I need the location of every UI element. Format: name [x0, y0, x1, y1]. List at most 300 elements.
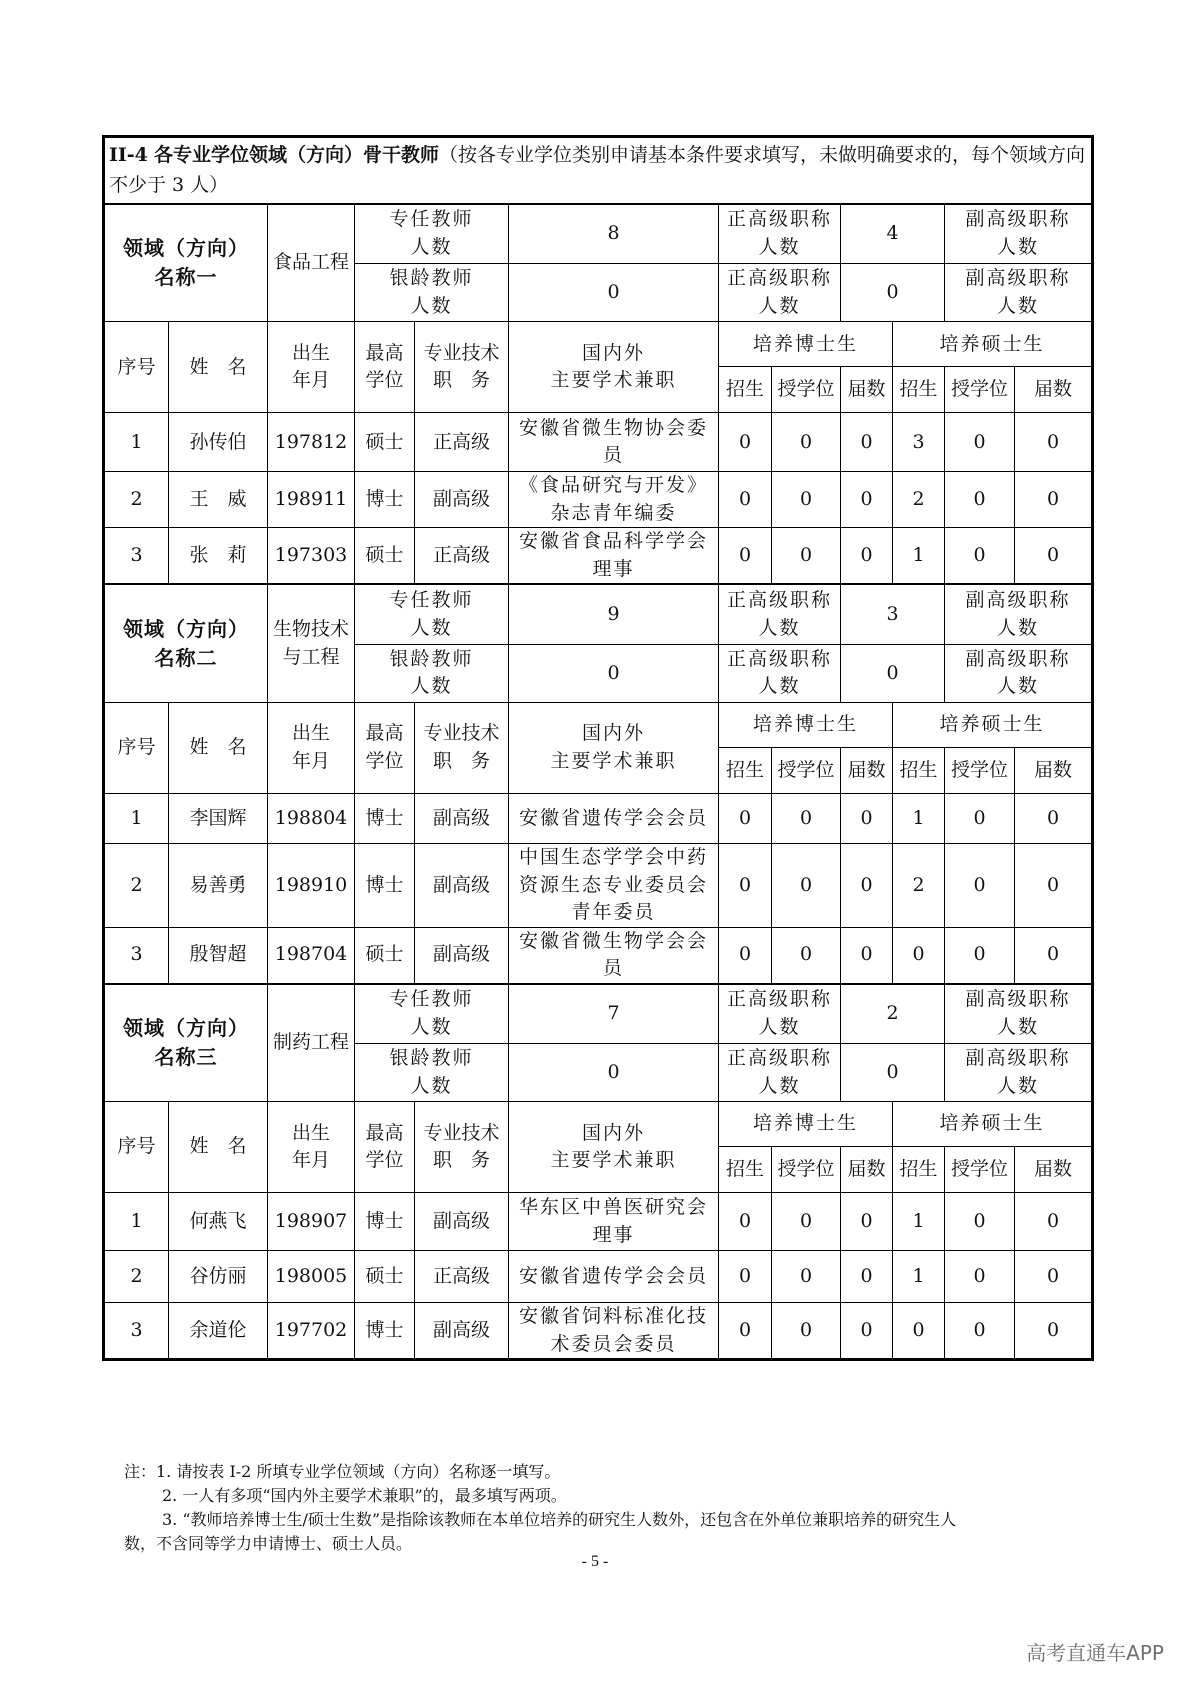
- full-time-teachers-label: [355, 984, 509, 1044]
- cell-m3: [1015, 927, 1092, 984]
- cell-d2: [772, 1193, 841, 1251]
- table-title-row: [105, 138, 1092, 204]
- senior-teachers-label: [355, 1044, 509, 1102]
- cell-m3-text: 0: [1047, 544, 1060, 567]
- header-birth-text: 出生: [291, 341, 330, 364]
- header-master-text: 培养硕士生: [939, 1112, 1045, 1135]
- cell-m2-text: 0: [973, 943, 986, 966]
- header-master-grad: [1015, 367, 1092, 413]
- cell-name-text: 张 莉: [189, 544, 247, 567]
- cell-academic-posts-text: 安徽省微生物学会会员: [518, 929, 708, 980]
- header-phd-grad-text: 届数: [847, 758, 886, 781]
- senior-teachers-count: [509, 264, 719, 322]
- professor-count: [841, 584, 945, 644]
- cell-m2-text: 0: [973, 1264, 986, 1287]
- full-time-teachers-count: [509, 984, 719, 1044]
- header-phd: [719, 1102, 893, 1147]
- professor-label-text: 人数: [758, 616, 801, 639]
- cell-d3-text: 0: [860, 1264, 873, 1287]
- header-seq: [105, 1102, 169, 1193]
- header-master-grant: [945, 367, 1015, 413]
- cell-d1-text: 0: [738, 1209, 752, 1232]
- cell-d2: [772, 413, 841, 472]
- cell-birth-text: 197702: [274, 1318, 348, 1341]
- cell-name: [169, 793, 268, 843]
- header-birth-text: 出生: [291, 1121, 330, 1144]
- cell-degree-text: 博士: [365, 873, 404, 896]
- cell-name-text: 王 威: [189, 488, 247, 511]
- header-degree-text: 最高: [365, 341, 404, 364]
- cell-degree-text: 博士: [365, 488, 404, 511]
- cell-m1: [893, 843, 945, 927]
- professor-count: [841, 984, 945, 1044]
- area-summary-row: [105, 984, 1092, 1044]
- header-master: [893, 322, 1092, 367]
- cell-m1: [893, 1251, 945, 1303]
- cell-rank-text: 副高级: [432, 873, 490, 896]
- full-time-teachers-label-text: 人数: [410, 236, 453, 259]
- cell-rank: [415, 413, 509, 472]
- header-birth-text: 年月: [291, 369, 330, 392]
- cell-d3-text: 0: [860, 488, 873, 511]
- cell-d1-text: 0: [738, 430, 752, 453]
- cell-m3: [1015, 1303, 1092, 1359]
- cell-seq-text: 2: [130, 488, 143, 511]
- header-name-text: 姓 名: [189, 736, 247, 759]
- senior-teachers-count-text: 0: [607, 281, 620, 303]
- cell-birth-text: 198804: [274, 806, 348, 829]
- cell-d1-text: 0: [738, 544, 752, 567]
- header-rank-text: 专业技术: [423, 1121, 500, 1144]
- cell-d1-text: 0: [738, 873, 752, 896]
- header-master-text: 培养硕士生: [939, 332, 1045, 355]
- associate-label: [945, 984, 1092, 1044]
- cell-rank: [415, 843, 509, 927]
- header-birth: [268, 1102, 355, 1193]
- senior-associate-label-text: 人数: [997, 1074, 1040, 1097]
- area-label-text: 名称二: [154, 645, 218, 670]
- cell-name-text: 何燕飞: [189, 1209, 247, 1232]
- cell-m2: [945, 472, 1015, 528]
- teacher-row: [105, 927, 1092, 984]
- cell-m1-text: 2: [912, 488, 925, 511]
- header-birth: [268, 322, 355, 413]
- teacher-row: [105, 1303, 1092, 1359]
- header-rank-text: 专业技术: [423, 722, 500, 745]
- header-birth-text: 年月: [291, 749, 330, 772]
- header-degree-text: 学位: [365, 1149, 404, 1172]
- header-master-enroll-text: 招生: [899, 378, 938, 400]
- cell-m3: [1015, 793, 1092, 843]
- header-master-grant-text: 授学位: [950, 1157, 1008, 1180]
- cell-m3-text: 0: [1047, 806, 1060, 829]
- cell-m1-text: 1: [912, 544, 925, 567]
- header-rank-text: 职 务: [432, 1149, 490, 1172]
- teacher-row: [105, 1193, 1092, 1251]
- cell-rank: [415, 1193, 509, 1251]
- header-name: [169, 1102, 268, 1193]
- cell-birth: [268, 1251, 355, 1303]
- header-degree: [355, 322, 415, 413]
- cell-seq-text: 3: [130, 544, 143, 567]
- senior-associate-label-text: 副高级职称: [965, 267, 1071, 290]
- cell-m1-text: 1: [912, 1209, 925, 1232]
- cell-name-text: 李国辉: [189, 806, 247, 829]
- cell-name: [169, 1303, 268, 1359]
- header-phd-grant: [772, 1147, 841, 1193]
- cell-degree: [355, 1251, 415, 1303]
- cell-m1-text: 2: [912, 873, 925, 896]
- cell-academic-posts: [509, 793, 719, 843]
- senior-teachers-label: [355, 644, 509, 702]
- cell-m1: [893, 413, 945, 472]
- full-time-teachers-label-text: 人数: [410, 1015, 453, 1038]
- senior-professor-label-text: 人数: [758, 294, 801, 317]
- header-degree-text: 最高: [365, 722, 404, 745]
- cell-d1: [719, 413, 772, 472]
- cell-rank-text: 正高级: [432, 430, 490, 453]
- associate-label-text: 副高级职称: [965, 589, 1071, 612]
- cell-d2-text: 0: [799, 806, 813, 829]
- senior-teachers-label-text: 人数: [410, 294, 453, 317]
- footnote-3: 3. “教师培养博士生/硕士生数”是指除该教师在本单位培养的研究生人数外，还包含在外单位兼职培养的研究生人: [162, 1510, 957, 1529]
- cell-m1: [893, 793, 945, 843]
- full-time-teachers-count: [509, 204, 719, 264]
- cell-d2-text: 0: [799, 1209, 813, 1232]
- senior-teachers-count-text: 0: [607, 1060, 620, 1083]
- cell-degree: [355, 927, 415, 984]
- cell-d3: [841, 1303, 893, 1359]
- cell-name-text: 余道伦: [189, 1318, 247, 1341]
- cell-d1-text: 0: [738, 488, 752, 511]
- cell-degree: [355, 1193, 415, 1251]
- senior-professor-label: [719, 1044, 841, 1102]
- cell-d3: [841, 1251, 893, 1303]
- cell-seq-text: 1: [130, 806, 143, 829]
- area-summary-row: [105, 584, 1092, 644]
- cell-name: [169, 843, 268, 927]
- cell-m3-text: 0: [1047, 430, 1060, 453]
- professor-label: [719, 204, 841, 264]
- header-phd-grad: [841, 1147, 893, 1193]
- cell-m3: [1015, 843, 1092, 927]
- cell-m2-text: 0: [973, 1209, 986, 1232]
- header-name: [169, 702, 268, 793]
- full-time-teachers-label: [355, 584, 509, 644]
- cell-degree-text: 硕士: [365, 430, 404, 453]
- header-phd-grad: [841, 367, 893, 413]
- header-degree: [355, 1102, 415, 1193]
- cell-d1: [719, 1193, 772, 1251]
- backbone-teachers-table: [104, 137, 1092, 1359]
- professor-count-text: 4: [886, 222, 899, 245]
- senior-associate-label: [945, 264, 1092, 322]
- cell-d3: [841, 927, 893, 984]
- senior-professor-count-text: 0: [886, 1060, 899, 1083]
- cell-name: [169, 1193, 268, 1251]
- cell-m3: [1015, 472, 1092, 528]
- cell-m3-text: 0: [1047, 943, 1060, 966]
- cell-d2-text: 0: [799, 544, 813, 567]
- cell-d1: [719, 927, 772, 984]
- cell-name-text: 谷仿丽: [189, 1264, 247, 1287]
- header-master: [893, 702, 1092, 747]
- cell-d3: [841, 793, 893, 843]
- cell-birth: [268, 793, 355, 843]
- cell-d2-text: 0: [799, 1264, 813, 1287]
- area-field-name-text: 制药工程: [272, 1031, 349, 1054]
- cell-seq: [105, 1193, 169, 1251]
- header-degree: [355, 702, 415, 793]
- senior-associate-label-text: 人数: [997, 294, 1040, 317]
- senior-teachers-count: [509, 1044, 719, 1102]
- header-phd-enroll: [719, 1147, 772, 1193]
- header-master-enroll: [893, 1147, 945, 1193]
- cell-d3-text: 0: [860, 873, 873, 896]
- cell-name: [169, 927, 268, 984]
- cell-m3-text: 0: [1047, 1264, 1060, 1287]
- cell-rank-text: 副高级: [432, 806, 490, 829]
- cell-academic-posts: [509, 1303, 719, 1359]
- column-header-row: [105, 1102, 1092, 1147]
- senior-associate-label: [945, 1044, 1092, 1102]
- cell-seq: [105, 472, 169, 528]
- cell-d1-text: 0: [738, 943, 752, 966]
- associate-label-text: 副高级职称: [965, 988, 1071, 1011]
- senior-teachers-label: [355, 264, 509, 322]
- cell-d3-text: 0: [860, 544, 873, 567]
- area-field-name: [268, 984, 355, 1102]
- table-title-main: 各专业学位领域（方向）骨干教师: [153, 144, 439, 166]
- cell-d2: [772, 843, 841, 927]
- area-label-text: 领域（方向）: [123, 616, 249, 641]
- senior-professor-count-text: 0: [886, 281, 899, 303]
- professor-count-text: 3: [886, 602, 899, 625]
- cell-birth-text: 198907: [274, 1209, 348, 1232]
- associate-label: [945, 204, 1092, 264]
- header-master-grant: [945, 1147, 1015, 1193]
- header-rank: [415, 322, 509, 413]
- area-label: [105, 204, 268, 322]
- senior-professor-label-text: 正高级职称: [726, 647, 832, 670]
- header-phd-grad: [841, 747, 893, 793]
- professor-label-text: 人数: [758, 1015, 801, 1038]
- footnotes: [124, 1460, 1084, 1556]
- cell-name-text: 殷智超: [189, 943, 247, 966]
- full-time-teachers-label: [355, 204, 509, 264]
- cell-academic-posts-text: 安徽省遗传学会会员: [518, 806, 708, 829]
- header-phd-grant-text: 授学位: [777, 378, 835, 400]
- cell-m1: [893, 528, 945, 585]
- cell-m1-text: 0: [912, 943, 925, 966]
- professor-count: [841, 204, 945, 264]
- header-master-grant-text: 授学位: [950, 758, 1008, 781]
- cell-name: [169, 528, 268, 585]
- cell-seq: [105, 528, 169, 585]
- cell-d2-text: 0: [799, 943, 813, 966]
- cell-degree: [355, 793, 415, 843]
- header-phd-grad-text: 届数: [847, 378, 886, 400]
- area-field-name-text: 生物技术与工程: [272, 618, 349, 668]
- cell-d3-text: 0: [860, 1318, 873, 1341]
- cell-birth-text: 198911: [274, 488, 348, 511]
- cell-rank-text: 副高级: [432, 1209, 490, 1232]
- associate-label-text: 人数: [997, 616, 1040, 639]
- header-seq-text: 序号: [117, 736, 156, 759]
- header-phd-text: 培养博士生: [752, 1112, 858, 1135]
- teacher-row: [105, 528, 1092, 585]
- area-label-text: 名称三: [154, 1044, 218, 1069]
- professor-label-text: 人数: [758, 236, 801, 259]
- cell-seq-text: 2: [130, 1264, 143, 1287]
- cell-academic-posts-text: 华东区中兽医研究会理事: [518, 1196, 708, 1246]
- professor-label-text: 正高级职称: [726, 988, 832, 1011]
- header-master-enroll-text: 招生: [899, 1157, 938, 1180]
- senior-teachers-label-text: 银龄教师: [389, 267, 474, 290]
- full-time-teachers-count-text: 9: [607, 602, 620, 625]
- header-phd-grant: [772, 367, 841, 413]
- header-master: [893, 1102, 1092, 1147]
- cell-m3-text: 0: [1047, 873, 1060, 896]
- header-master-enroll: [893, 747, 945, 793]
- cell-d1: [719, 843, 772, 927]
- senior-professor-label-text: 正高级职称: [726, 267, 832, 290]
- header-phd-grant-text: 授学位: [777, 758, 835, 781]
- cell-academic-posts-text: 安徽省微生物协会委员: [518, 416, 708, 467]
- cell-seq-text: 3: [130, 1318, 143, 1341]
- cell-d1: [719, 1303, 772, 1359]
- header-academic-posts: [509, 702, 719, 793]
- cell-rank-text: 副高级: [432, 943, 490, 966]
- cell-degree: [355, 413, 415, 472]
- cell-degree: [355, 472, 415, 528]
- area-label: [105, 984, 268, 1102]
- senior-professor-count: [841, 644, 945, 702]
- cell-m2: [945, 1251, 1015, 1303]
- cell-d1-text: 0: [738, 1264, 752, 1287]
- associate-label-text: 副高级职称: [965, 208, 1071, 231]
- senior-professor-count-text: 0: [886, 661, 899, 684]
- senior-teachers-label-text: 人数: [410, 675, 453, 698]
- cell-d3-text: 0: [860, 806, 873, 829]
- header-rank: [415, 702, 509, 793]
- cell-birth: [268, 1193, 355, 1251]
- cell-m1: [893, 1193, 945, 1251]
- cell-academic-posts: [509, 927, 719, 984]
- senior-professor-count: [841, 264, 945, 322]
- senior-professor-count: [841, 1044, 945, 1102]
- cell-academic-posts: [509, 1251, 719, 1303]
- header-birth-text: 出生: [291, 722, 330, 745]
- cell-d3-text: 0: [860, 430, 873, 453]
- area-field-name-text: 食品工程: [272, 251, 349, 274]
- cell-m1: [893, 472, 945, 528]
- header-seq-text: 序号: [117, 355, 156, 378]
- cell-seq-text: 1: [130, 1209, 143, 1232]
- cell-birth: [268, 1303, 355, 1359]
- full-time-teachers-label-text: 专任教师: [389, 208, 474, 231]
- header-phd: [719, 322, 893, 367]
- column-header-row: [105, 322, 1092, 367]
- header-master-enroll-text: 招生: [899, 758, 938, 781]
- header-rank-text: 专业技术: [423, 341, 500, 364]
- header-academic-posts: [509, 1102, 719, 1193]
- header-rank-text: 职 务: [432, 749, 490, 772]
- professor-label: [719, 984, 841, 1044]
- cell-name: [169, 1251, 268, 1303]
- cell-m2: [945, 843, 1015, 927]
- full-time-teachers-label-text: 人数: [410, 616, 453, 639]
- header-master-grad-text: 届数: [1034, 1157, 1073, 1180]
- full-time-teachers-count-text: 7: [607, 1002, 620, 1025]
- cell-academic-posts-text: 《食品研究与开发》杂志青年编委: [518, 474, 708, 524]
- cell-d1-text: 0: [738, 806, 752, 829]
- header-master-grant-text: 授学位: [950, 378, 1008, 400]
- cell-degree-text: 硕士: [365, 1264, 404, 1287]
- header-seq: [105, 322, 169, 413]
- cell-m2: [945, 793, 1015, 843]
- cell-m1-text: 1: [912, 806, 925, 829]
- teacher-row: [105, 793, 1092, 843]
- cell-d3-text: 0: [860, 943, 873, 966]
- column-header-row: [105, 702, 1092, 747]
- header-phd: [719, 702, 893, 747]
- header-academic-posts-text: 国内外: [581, 722, 645, 745]
- senior-associate-label: [945, 644, 1092, 702]
- cell-seq-text: 1: [130, 430, 143, 453]
- senior-professor-label-text: 人数: [758, 1074, 801, 1097]
- header-academic-posts-text: 国内外: [581, 1121, 645, 1144]
- header-academic-posts-text: 主要学术兼职: [550, 1149, 677, 1172]
- cell-seq: [105, 413, 169, 472]
- cell-m3: [1015, 1193, 1092, 1251]
- area-field-name: [268, 584, 355, 702]
- full-time-teachers-label-text: 专任教师: [389, 988, 474, 1011]
- cell-m1: [893, 927, 945, 984]
- footnote-1: 注：1. 请按表 I-2 所填专业学位领域（方向）名称逐一填写。: [124, 1462, 561, 1481]
- cell-rank-text: 正高级: [432, 544, 490, 567]
- cell-m2-text: 0: [973, 1318, 986, 1341]
- header-phd-grant-text: 授学位: [777, 1157, 835, 1180]
- cell-birth-text: 198005: [274, 1264, 348, 1287]
- cell-birth-text: 197812: [274, 430, 348, 453]
- senior-professor-label-text: 人数: [758, 675, 801, 698]
- cell-m2: [945, 1193, 1015, 1251]
- senior-teachers-label-text: 人数: [410, 1074, 453, 1097]
- cell-d1: [719, 793, 772, 843]
- header-phd-enroll-text: 招生: [725, 758, 764, 781]
- senior-teachers-count-text: 0: [607, 661, 620, 684]
- cell-d2-text: 0: [799, 430, 813, 453]
- area-label-text: 领域（方向）: [123, 1015, 249, 1040]
- cell-d2-text: 0: [799, 488, 813, 511]
- cell-d2: [772, 528, 841, 585]
- cell-rank-text: 副高级: [432, 488, 490, 511]
- cell-seq-text: 2: [130, 873, 143, 896]
- cell-rank: [415, 1303, 509, 1359]
- table-title-code: II-4: [109, 144, 148, 166]
- teacher-row: [105, 472, 1092, 528]
- cell-d1-text: 0: [738, 1318, 752, 1341]
- area-label-text: 领域（方向）: [123, 236, 249, 261]
- cell-degree-text: 博士: [365, 806, 404, 829]
- cell-birth: [268, 927, 355, 984]
- footnote-2: 2. 一人有多项“国内外主要学术兼职”的，最多填写两项。: [162, 1486, 567, 1505]
- cell-seq: [105, 1303, 169, 1359]
- cell-d2: [772, 793, 841, 843]
- cell-degree-text: 博士: [365, 1318, 404, 1341]
- cell-m2: [945, 413, 1015, 472]
